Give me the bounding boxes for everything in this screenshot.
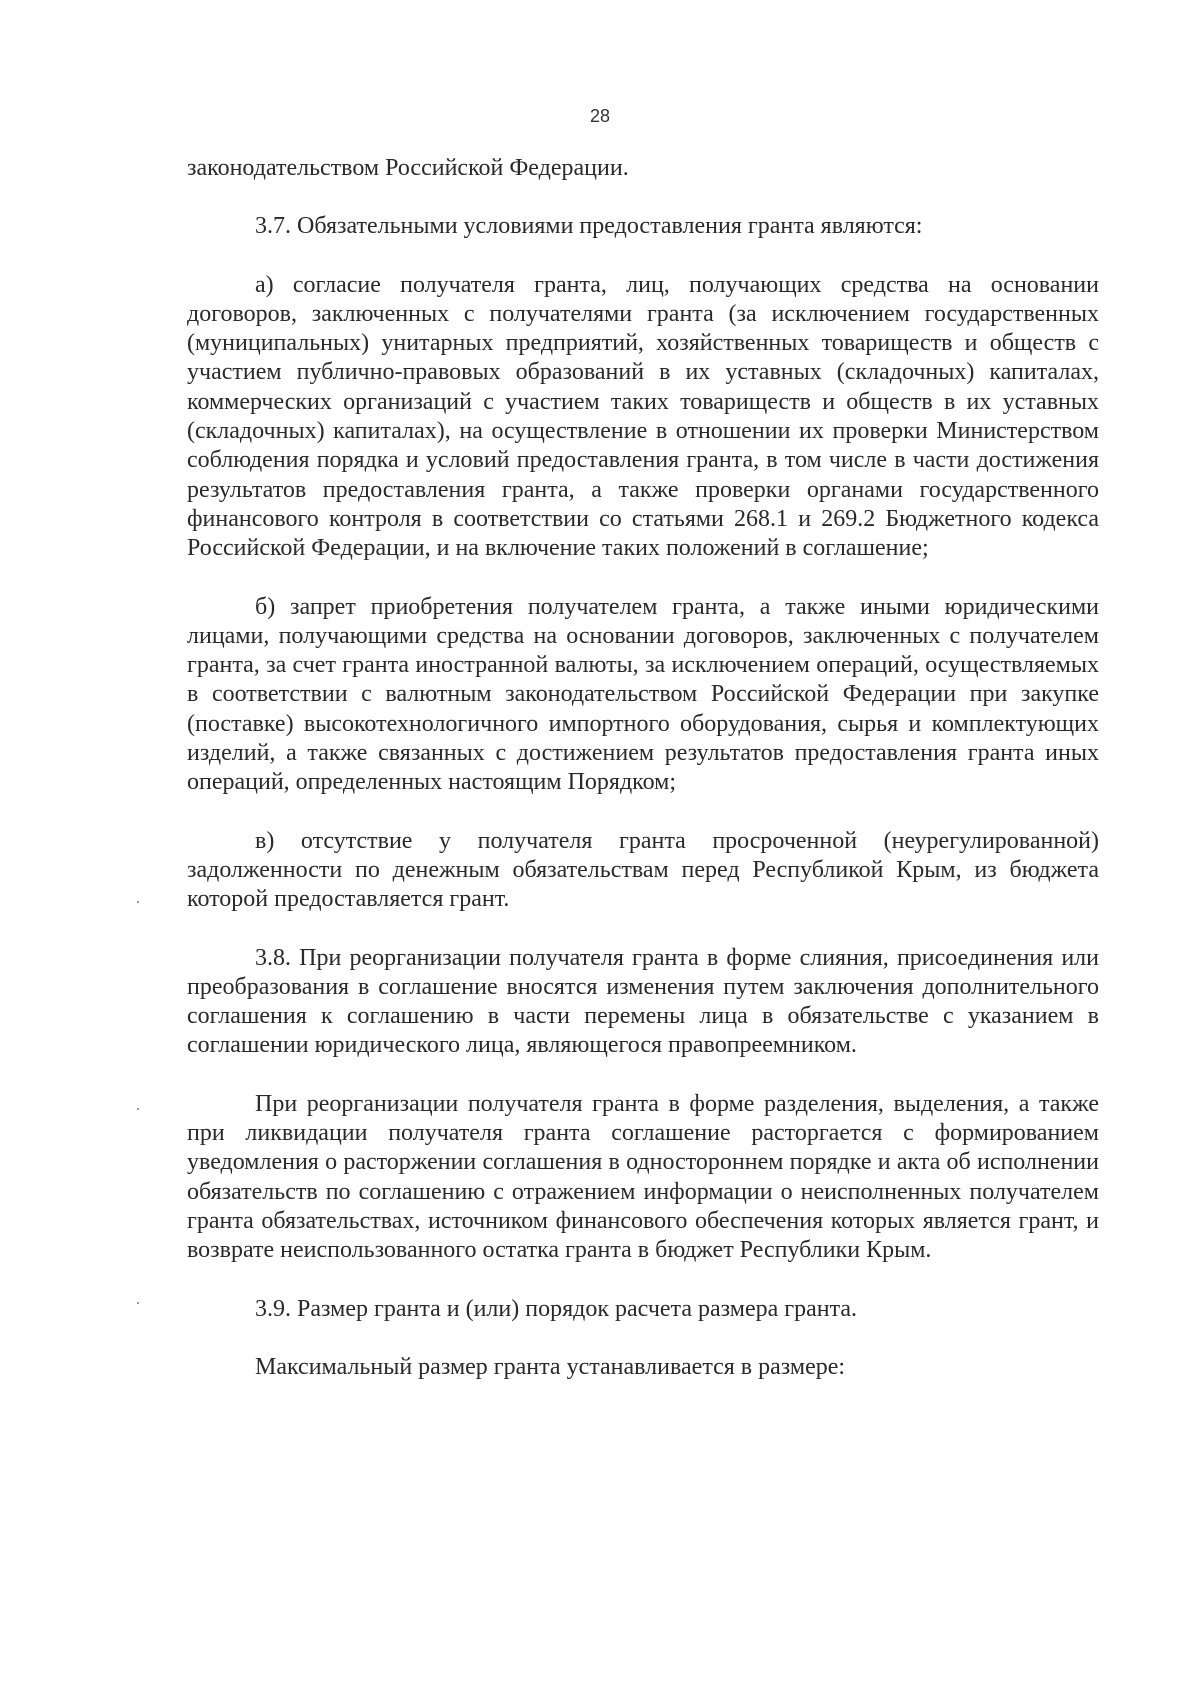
scan-speck — [137, 1108, 139, 1110]
paragraph-3-8-reorganization: При реорганизации получателя гранта в форме разделения, выделения, а также при ликвидации получателя гранта соглашение расторгается с формированием уведомления о расторжении соглашения в одностороннем порядке и акта об исполнении обязательств по соглашению с отражением информации о неисполненных получателем гранта обязательствах, источником финансового обеспечения которых является грант, и возврате неиспользованного остатка гранта в бюджет Республики Крым. — [187, 1090, 1099, 1264]
scan-speck — [137, 1302, 139, 1304]
scan-speck — [137, 901, 139, 903]
paragraph-continuation: законодательством Российской Федерации. — [187, 155, 629, 181]
paragraph-3-8: 3.8. При реорганизации получателя гранта в форме слияния, присоединения или преобразования в соглашение вносятся изменения путем заключения дополнительного соглашения к соглашению в части перемены лица в обязательстве с указанием в соглашении юридического лица, являющегося правопреемником. — [187, 944, 1099, 1059]
paragraph-3-9-heading: 3.9. Размер гранта и (или) порядок расчета размера гранта. — [255, 1295, 858, 1322]
document-body — [187, 154, 1099, 1382]
paragraph-3-7-a: а) согласие получателя гранта, лиц, получающих средства на основании договоров, заключенных с получателями гранта (за исключением государственных (муниципальных) унитарных предприятий, хозяйственных товариществ и обществ с участием публично-правовых образований в их уставных (складочных) капиталах, коммерческих организаций с участием таких товариществ и обществ в их уставных (складочных) капиталах), на осуществление в отношении их проверки Министерством соблюдения порядка и условий предоставления гранта, в том числе в части достижения результатов предоставления гранта, а также проверки органами государственного финансового контроля в соответствии со статьями 268.1 и 269.2 Бюджетного кодекса Российской Федерации, и на включение таких положений в соглашение; — [187, 271, 1099, 562]
paragraph-3-7-heading: 3.7. Обязательными условиями предоставления гранта являются: — [255, 213, 923, 240]
paragraph-3-7-v: в) отсутствие у получателя гранта просроченной (неурегулированной) задолженности по денежным обязательствам перед Республикой Крым, из бюджета которой предоставляется грант. — [187, 827, 1099, 913]
paragraph-3-7-b: б) запрет приобретения получателем гранта, а также иными юридическими лицами, получающими средства на основании договоров, заключенных с получателем гранта, за счет гранта иностранной валюты, за исключением операций, осуществляемых в соответствии с валютным законодательством Российской Федерации при закупке (поставке) высокотехнологичного импортного оборудования, сырья и комплектующих изделий, а также связанных с достижением результатов предоставления гранта иных операций, определенных настоящим Порядком; — [187, 593, 1099, 796]
paragraph-max-grant: Максимальный размер гранта устанавливается в размере: — [255, 1353, 846, 1380]
page-number: 28 — [589, 106, 611, 126]
